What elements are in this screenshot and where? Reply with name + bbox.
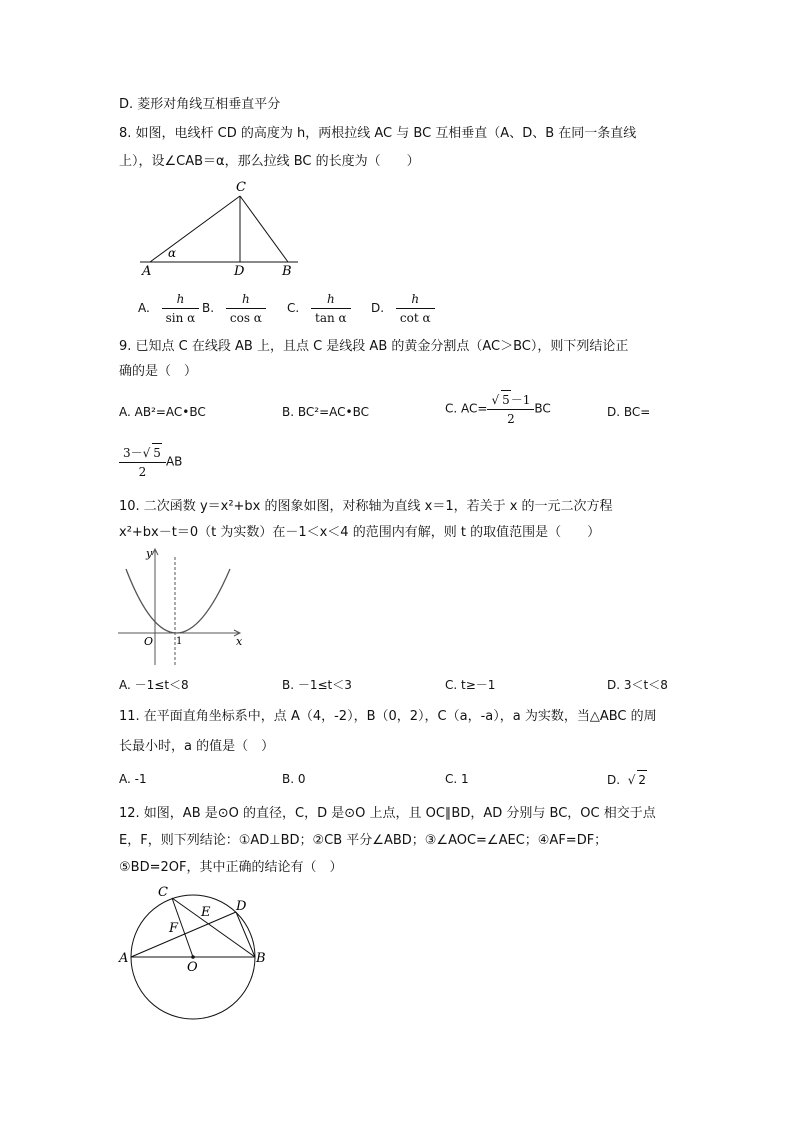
q7-option-d: D. 菱形对角线互相垂直平分 xyxy=(119,97,281,112)
q11-option-b[interactable]: B. 0 xyxy=(282,772,306,786)
q10-option-c[interactable]: C. t≥－1 xyxy=(445,678,496,692)
q12-label-e: E xyxy=(201,905,211,920)
q8-label-a: A xyxy=(142,264,152,278)
q12-label-d: D xyxy=(236,899,247,914)
q12-circle-figure xyxy=(116,882,276,1022)
q11-option-a[interactable]: A. -1 xyxy=(119,772,147,786)
q11-option-c[interactable]: C. 1 xyxy=(445,772,469,786)
q12-label-f: F xyxy=(169,921,179,936)
q12-label-o: O xyxy=(187,960,198,975)
q10-option-d[interactable]: D. 3＜t＜8 xyxy=(607,678,668,692)
q9-option-c[interactable]: C. AC= $\frac{√ 5-1}{2}$ BC xyxy=(445,390,551,428)
q10-option-b[interactable]: B. －1≤t＜3 xyxy=(282,678,352,692)
q11-option-d[interactable]: D. √ 2 xyxy=(607,770,647,789)
q12-stem-line3: ⑤BD=2OF，其中正确的结论有（ ） xyxy=(119,860,343,875)
q10-axis-y-label: y xyxy=(146,547,153,560)
q12-stem-line2: E，F，则下列结论：①AD⊥BD；②CB 平分∠ABD；③∠AOC=∠AEC；④AF=DF； xyxy=(119,833,608,848)
q8-label-b: B xyxy=(282,264,292,278)
q12-label-b: B xyxy=(256,951,266,966)
q10-axis-x-label: x xyxy=(236,635,243,648)
q10-tick-one: 1 xyxy=(176,636,183,647)
q8-label-alpha: α xyxy=(168,246,177,260)
q8-stem-line2: 上），设∠CAB＝α，那么拉线 BC 的长度为（ ） xyxy=(119,154,420,169)
q8-label-c: C xyxy=(236,180,246,195)
q8-stem-line1: 8. 如图，电线杆 CD 的高度为 h，两根拉线 AC 与 BC 互相垂直（A、D、B 在同一条直线 xyxy=(119,126,637,141)
q11-stem-line2: 长最小时，a 的值是（ ） xyxy=(119,739,275,754)
q8-option-c[interactable]: C. $\frac{h}{\text{tan α}}$ xyxy=(287,290,351,327)
q10-parabola-figure xyxy=(116,545,246,671)
q8-triangle-figure xyxy=(130,178,310,278)
q9-option-b[interactable]: B. BC²=AC•BC xyxy=(282,405,369,419)
q12-stem-line1: 12. 如图，AB 是⊙O 的直径，C，D 是⊙O 上点，且 OC∥BD，AD 分别与 BC，OC 相交于点 xyxy=(119,806,656,821)
q9-option-d-prefix[interactable]: D. BC= xyxy=(607,405,651,419)
q12-label-c: C xyxy=(158,885,168,900)
q8-option-a[interactable]: A. $\frac{h}{\text{sin α}}$ xyxy=(138,290,199,327)
q12-label-a: A xyxy=(119,951,129,966)
q9-option-d-value[interactable]: $\frac{3-√ 5}{2}$ AB xyxy=(119,443,182,481)
q9-stem-line2: 确的是（ ） xyxy=(119,364,198,379)
q10-stem-line1: 10. 二次函数 y＝x²+bx 的图象如图，对称轴为直线 x＝1，若关于 x 的一元二次方程 xyxy=(119,499,613,514)
q9-option-a[interactable]: A. AB²=AC•BC xyxy=(119,405,206,419)
q9-stem-line1: 9. 已知点 C 在线段 AB 上，且点 C 是线段 AB 的黄金分割点（AC＞BC），则下列结论正 xyxy=(119,339,629,354)
q8-option-d[interactable]: D. $\frac{h}{\text{cot α}}$ xyxy=(371,290,435,327)
q8-option-b[interactable]: B. $\frac{h}{\text{cos α}}$ xyxy=(202,290,266,327)
q10-stem-line2: x²+bx－t＝0（t 为实数）在－1＜x＜4 的范围内有解，则 t 的取值范围是（ ） xyxy=(119,525,601,540)
q11-stem-line1: 11. 在平面直角坐标系中，点 A（4，-2），B（0，2），C（a，-a），a 为实数，当△ABC 的周 xyxy=(119,709,657,724)
q10-origin-label: O xyxy=(144,635,154,648)
q8-label-d: D xyxy=(234,264,245,278)
q10-option-a[interactable]: A. －1≤t＜8 xyxy=(119,678,189,692)
